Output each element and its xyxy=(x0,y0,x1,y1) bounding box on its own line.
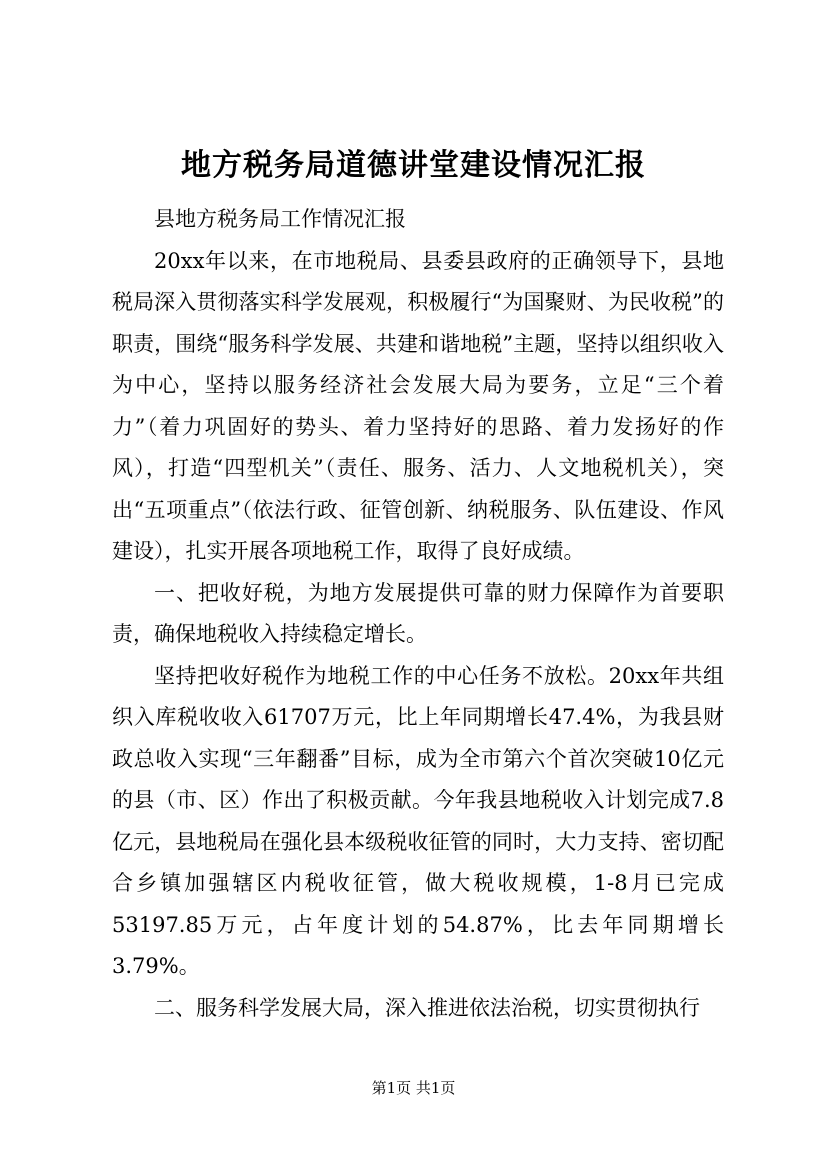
subtitle-paragraph: 县地方税务局工作情况汇报 xyxy=(154,207,406,231)
intro-paragraph: 20xx年以来，在市地税局、县委县政府的正确领导下，县地税局深入贯彻落实科学发展观，积极履行“为国聚财、为民收税”的职责，围绕“服务科学发展、共建和谐地税”主题，坚持以组织收入为中心，坚持以服务经济社会发展大局为要务，立足“三个着力”（着力巩固好的势头、着力坚持好的思路、着力发扬好的作风），打造“四型机关”（责任、服务、活力、人文地税机关），突出“五项重点”（依法行政、征管创新、纳税服务、队伍建设、作风建设），扎实开展各项地税工作，取得了良好成绩。 xyxy=(112,248,724,563)
section-two-heading: 二、服务科学发展大局，深入推进依法治税，切实贯彻执行 xyxy=(154,995,700,1020)
document-body xyxy=(112,199,724,1029)
page-footer: 第1页 共1页 xyxy=(371,1079,456,1097)
section-one-heading: 一、把收好税，为地方发展提供可靠的财力保障作为首要职责，确保地税收入持续稳定增长。 xyxy=(112,580,724,646)
document-title: 地方税务局道德讲堂建设情况汇报 xyxy=(181,148,646,183)
section-one-paragraph: 坚持把收好税作为地税工作的中心任务不放松。20xx年共组织入库税收收入61707万元，比上年同期增长47.4%，为我县财政总收入实现“三年翻番”目标，成为全市第六个首次突破10亿元的县（市、区）作出了积极贡献。今年我县地税收入计划完成7.8亿元，县地税局在强化县本级税收征管的同时，大力支持、密切配合乡镇加强辖区内税收征管，做大税收规模，1-8月已完成53197.85万元，占年度计划的54.87%，比去年同期增长3.79%。 xyxy=(112,663,724,978)
